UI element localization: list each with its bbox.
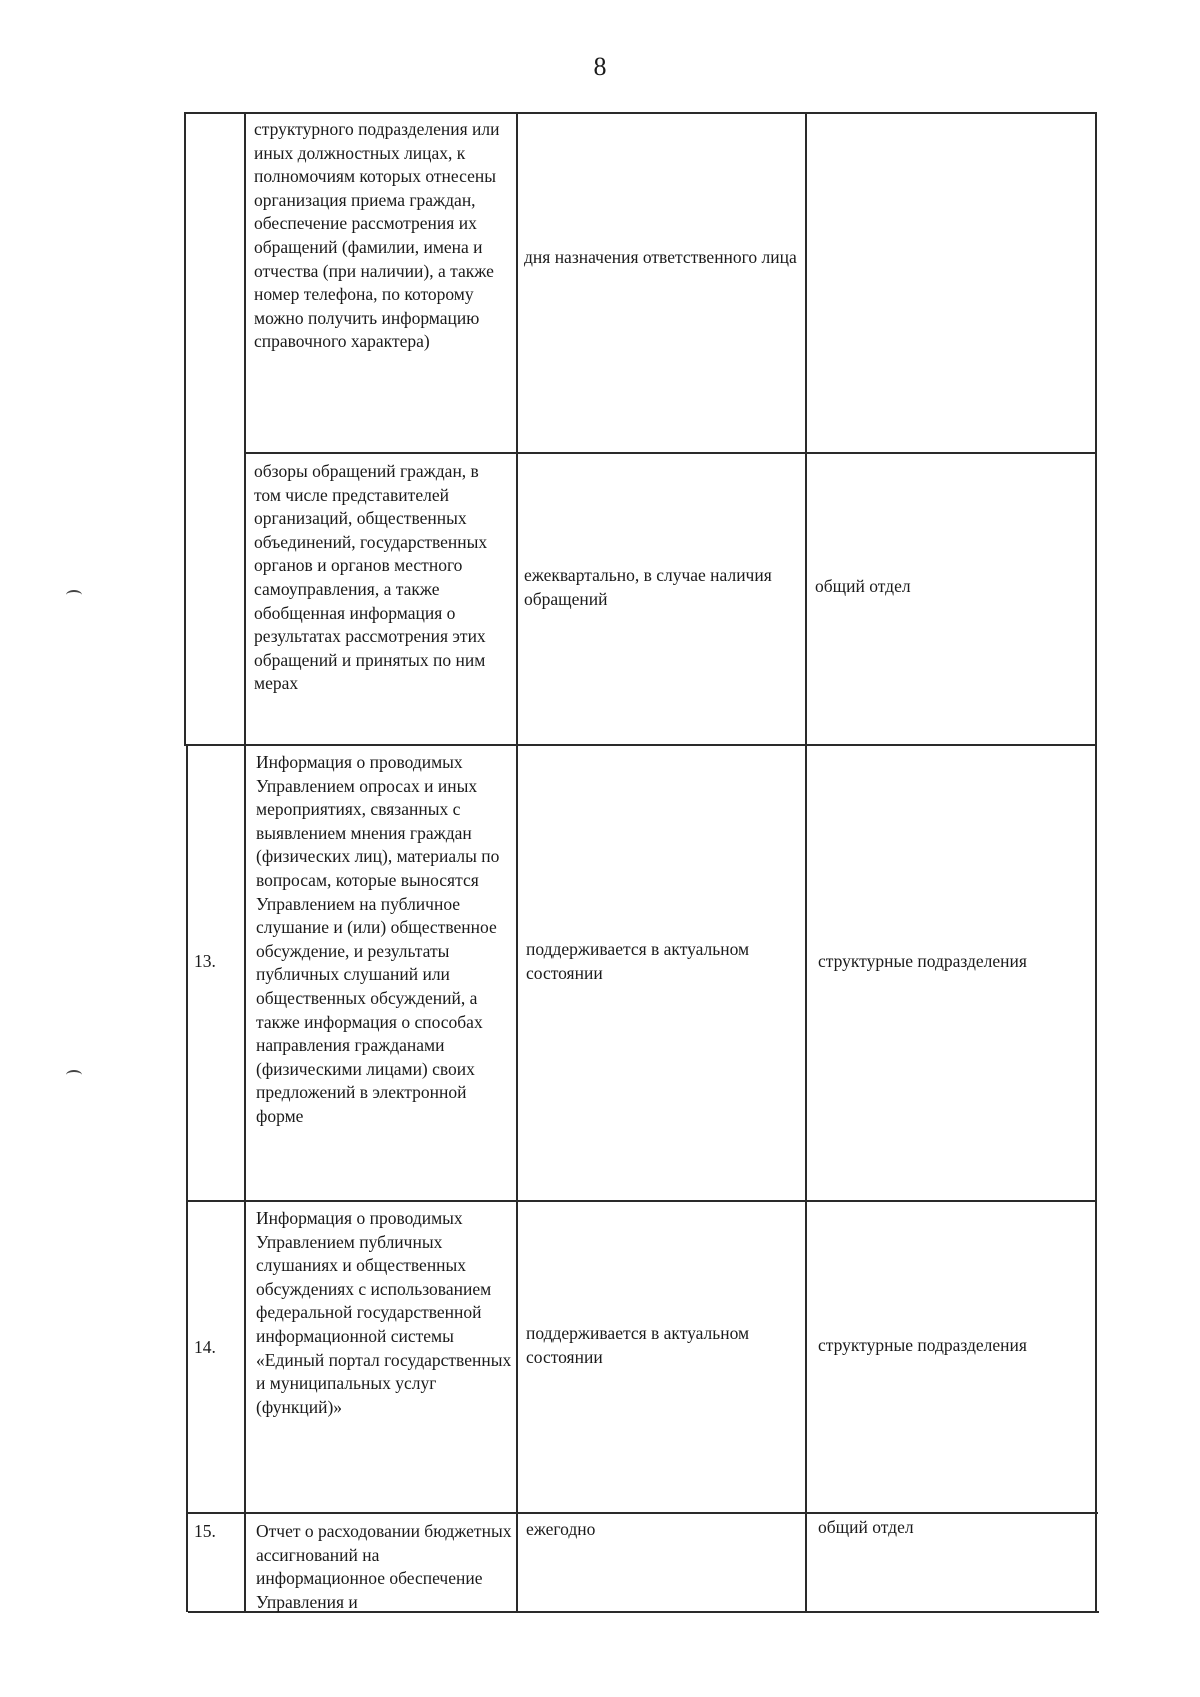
period-cell: ежегодно (526, 1519, 596, 1539)
scan-margin-mark (66, 590, 82, 600)
column-line (1095, 112, 1097, 1612)
responsible-cell: общий отдел (818, 1517, 914, 1537)
column-line (244, 112, 246, 1612)
info-cell: Информация о проводимых Управлением публичных слушаниях и общественных обсуждениях с использованием федеральной государственной информационной системы «Единый портал государственных и муниципальных услуг (функций)» (256, 1208, 512, 1417)
row-divider (244, 452, 1096, 454)
row-number: 13. (194, 951, 216, 971)
row-divider (184, 744, 1096, 746)
responsible-cell: общий отдел (815, 576, 911, 596)
scan-margin-mark (66, 1070, 82, 1080)
period-cell: поддерживается в актуальном состоянии (526, 1323, 750, 1367)
period-cell: ежеквартально, в случае наличия обращений (524, 565, 772, 609)
row-divider (186, 1200, 1097, 1202)
info-cell: Отчет о расходовании бюджетных ассигнований на информационное обеспечение Управления и (256, 1521, 512, 1612)
column-line (516, 112, 518, 1612)
column-line (805, 112, 807, 1612)
period-cell: дня назначения ответственного лица (524, 247, 797, 267)
period-cell: поддерживается в актуальном состоянии (526, 939, 750, 983)
page-number: 8 (593, 52, 607, 81)
table-border-top (184, 112, 1096, 114)
row-number: 15. (194, 1521, 216, 1541)
responsible-cell: структурные подразделения (818, 1335, 1027, 1355)
row-number: 14. (194, 1337, 216, 1357)
info-cell: структурного подразделения или иных должностных лицах, к полномочиям которых отнесены организация приема граждан, обеспечение рассмотрения их обращений (фамилии, имена и отчества (при наличии), а также номер телефона, по которому можно получить информацию справочного характера) (254, 119, 500, 352)
row-divider (188, 1512, 1098, 1514)
responsible-cell: структурные подразделения (818, 951, 1027, 971)
info-cell: обзоры обращений граждан, в том числе представителей организаций, общественных объединений, государственных органов и органов местного самоуправления, а также обобщенная информация о результатах рассмотрения этих обращений и принятых по ним мерах (254, 461, 488, 694)
column-line (186, 744, 188, 1612)
column-line (184, 112, 186, 744)
info-cell: Информация о проводимых Управлением опросах и иных мероприятиях, связанных с выявлением мнения граждан (физических лиц), материалы по вопросам, которые выносятся Управлением на публичное слушание и (или) общественное обсуждение, и результаты публичных слушаний или общественных обсуждений, а также информация о способах направления гражданами (физическими лицами) своих предложений в электронной форме (256, 752, 500, 1126)
